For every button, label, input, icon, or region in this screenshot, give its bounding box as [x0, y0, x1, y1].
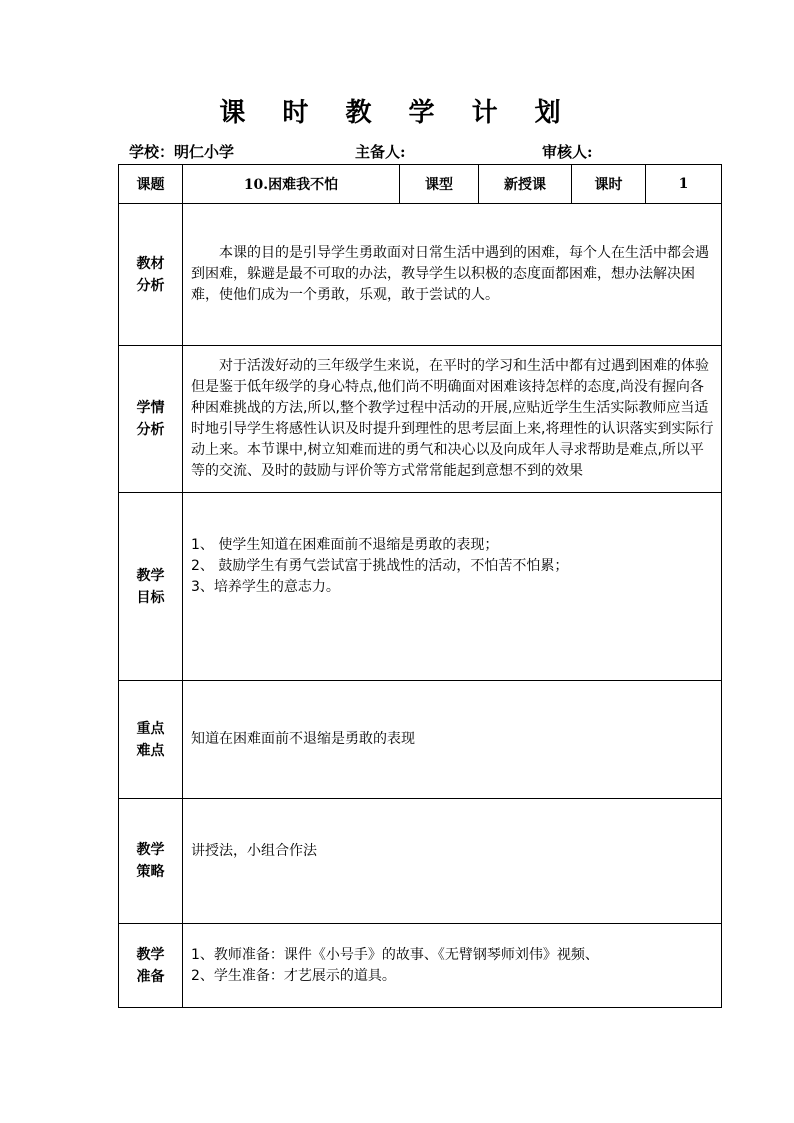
- topic-value: 10.困难我不怕: [183, 165, 400, 204]
- material-analysis-content: 本课的目的是引导学生勇敢面对日常生活中遇到的困难，每个人在生活中都会遇到困难，躲避是最不可取的办法，教导学生以积极的态度面都困难，想办法解决困难，使他们成为一个勇敢，乐观，敢于尝试的人。: [183, 204, 722, 346]
- topic-label: 课题: [119, 165, 183, 204]
- key-points-row: [119, 681, 722, 799]
- period-label: 课时: [572, 165, 646, 204]
- period-value: 1: [646, 165, 722, 204]
- prep-item: 2、学生准备：才艺展示的道具。: [191, 967, 396, 984]
- teaching-goals-label: 教学 目标: [119, 493, 183, 681]
- strategy-content: 讲授法，小组合作法: [183, 799, 722, 924]
- type-label: 课型: [400, 165, 479, 204]
- lesson-plan-table: [118, 164, 722, 1008]
- goal-item: 1、 使学生知道在困难面前不退缩是勇敢的表现；: [191, 537, 499, 553]
- preparation-content: [183, 924, 722, 1008]
- student-analysis-content: 对于活泼好动的三年级学生来说，在平时的学习和生活中都有过遇到困难的体验但是鉴于低年级学的身心特点,他们尚不明确面对困难该持怎样的态度,尚没有握向各种困难挑战的方法,所以,整个教学过程中活动的开展,应贴近学生生活实际教师应当适时地引导学生将感性认识及时提升到理性的思考层面上来,将理性的认识落实到实际行动上来。本节课中,树立知难而进的勇气和决心以及向成年人寻求帮助是难点,所以平等的交流、及时的鼓励与评价等方式常常能起到意想不到的效果: [183, 346, 722, 493]
- material-analysis-row: [119, 204, 722, 346]
- page-title: 课 时 教 学 计 划: [219, 98, 575, 128]
- prep-item: 1、教师准备：课件《小号手》的故事、《无臂钢琴师刘伟》视频、: [191, 946, 599, 963]
- preparer-field: 主备人:: [355, 143, 406, 161]
- goal-item: 3、培养学生的意志力。: [191, 579, 340, 595]
- school-field: 学校：明仁小学: [129, 143, 235, 161]
- reviewer-field: 审核人:: [542, 143, 593, 161]
- key-points-content: 知道在困难面前不退缩是勇敢的表现: [183, 681, 722, 799]
- teaching-goals-row: [119, 493, 722, 681]
- preparation-label: 教学 准备: [119, 924, 183, 1008]
- strategy-row: [119, 799, 722, 924]
- student-analysis-row: [119, 346, 722, 493]
- preparation-row: [119, 924, 722, 1008]
- type-value: 新授课: [479, 165, 572, 204]
- goal-item: 2、 鼓励学生有勇气尝试富于挑战性的活动，不怕苦不怕累；: [191, 558, 569, 574]
- strategy-label: 教学 策略: [119, 799, 183, 924]
- material-analysis-label: 教材 分析: [119, 204, 183, 346]
- teaching-goals-content: [183, 493, 722, 681]
- key-points-label: 重点 难点: [119, 681, 183, 799]
- student-analysis-label: 学情 分析: [119, 346, 183, 493]
- header-row: [119, 165, 722, 204]
